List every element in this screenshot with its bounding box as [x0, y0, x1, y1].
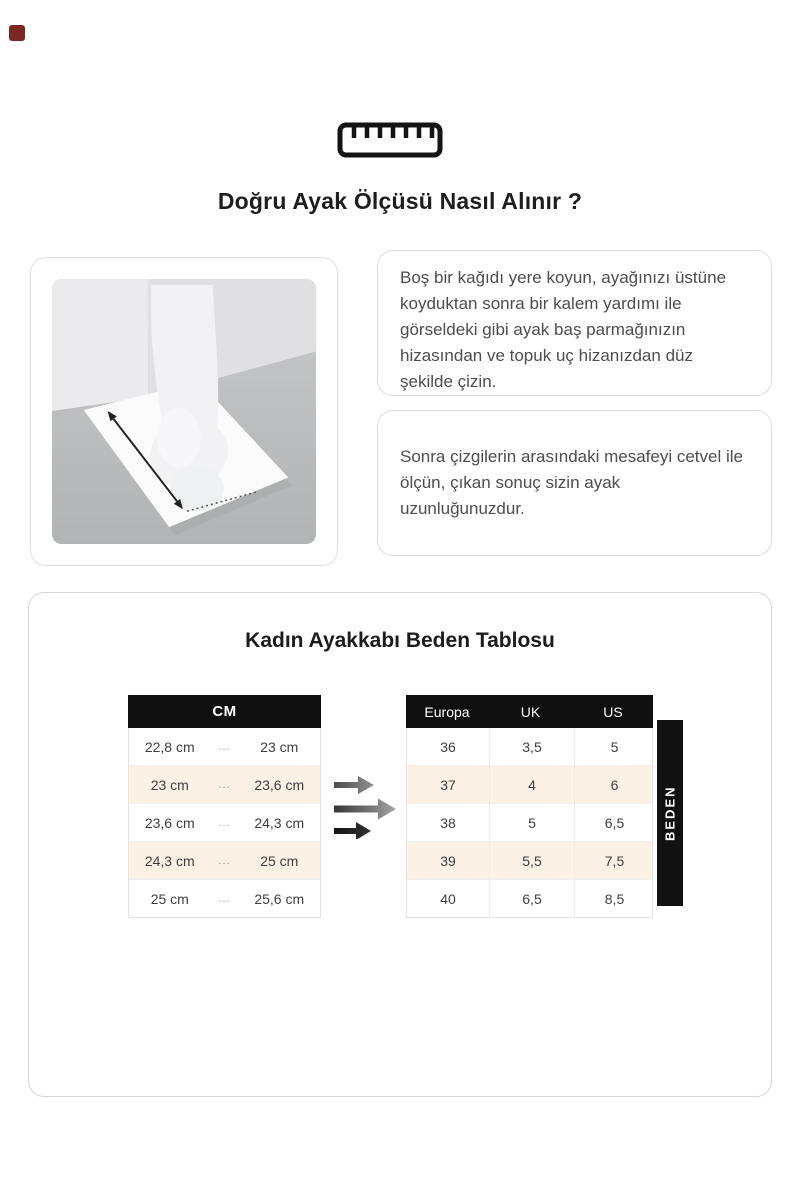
cm-range-to: 23,6 cm — [254, 776, 305, 793]
range-dots: ... — [218, 740, 231, 753]
cm-table — [128, 695, 321, 918]
size-table-header-cell: Europa — [424, 703, 470, 720]
size-table-cell: 40 — [440, 890, 456, 907]
cm-table-row — [129, 841, 320, 879]
cm-range-to: 23 cm — [260, 738, 299, 755]
range-dots: ... — [218, 816, 231, 829]
size-table — [406, 695, 653, 918]
cm-table-row — [129, 879, 320, 917]
measurement-photo-card — [30, 257, 338, 566]
cm-range-from: 23 cm — [150, 776, 189, 793]
cm-table-header: CM — [128, 695, 321, 728]
size-table-row — [407, 765, 652, 803]
cm-range-to: 25,6 cm — [254, 890, 305, 907]
foot-measurement-photo — [52, 279, 316, 544]
size-table-title: Kadın Ayakkabı Beden Tablosu — [245, 629, 555, 652]
size-table-cell: 36 — [440, 738, 456, 755]
cm-range-from: 24,3 cm — [144, 852, 195, 869]
size-table-cell: 4 — [489, 766, 574, 803]
size-table-header — [406, 695, 653, 728]
instruction-step-2-text: Sonra çizgilerin arasındaki mesafeyi cetvel ile ölçün, çıkan sonuç sizin ayak uzunluğunuzdur. — [400, 447, 743, 518]
cm-table-row — [129, 765, 320, 803]
size-table-body — [407, 728, 652, 917]
ruler-icon — [337, 122, 443, 158]
conversion-arrows-icon — [332, 771, 404, 839]
cm-table-row — [129, 803, 320, 841]
instruction-step-2-card — [377, 410, 772, 556]
size-table-cell: 5,5 — [489, 842, 574, 879]
size-table-cell: 39 — [440, 852, 456, 869]
size-table-row — [407, 803, 652, 841]
range-dots: ... — [218, 892, 231, 905]
instruction-step-1-text: Boş bir kağıdı yere koyun, ayağınızı üstüne koyduktan sonra bir kalem yardımı ile görseldeki gibi ayak baş parmağınızın hizasından ve topuk uç hizanızdan düz şekilde çizin. — [400, 268, 727, 391]
page-title: Doğru Ayak Ölçüsü Nasıl Alınır ? — [217, 188, 583, 214]
size-table-cell: 6 — [574, 766, 654, 803]
size-table-cell: 5 — [489, 804, 574, 841]
cm-range-to: 25 cm — [260, 852, 299, 869]
size-table-cell: 37 — [440, 776, 456, 793]
size-table-cell: 6,5 — [489, 880, 574, 917]
size-table-section — [28, 592, 772, 1097]
size-table-row — [407, 841, 652, 879]
cm-range-to: 24,3 cm — [254, 814, 305, 831]
range-dots: ... — [218, 854, 231, 867]
size-table-cell: 5 — [574, 728, 654, 765]
corner-mark — [9, 25, 25, 41]
size-table-cell: 38 — [440, 814, 456, 831]
range-dots: ... — [218, 778, 231, 791]
size-table-cell: 8,5 — [574, 880, 654, 917]
size-table-cell: 7,5 — [574, 842, 654, 879]
cm-table-row — [129, 728, 320, 765]
instruction-step-1-card — [377, 250, 772, 396]
size-table-cell: 3,5 — [489, 728, 574, 765]
cm-range-from: 22,8 cm — [144, 738, 195, 755]
cm-range-from: 25 cm — [150, 890, 189, 907]
cm-table-body — [129, 728, 320, 917]
size-table-header-cell: US — [603, 703, 623, 720]
cm-range-from: 23,6 cm — [144, 814, 195, 831]
beden-side-label: BEDEN — [657, 720, 683, 906]
size-table-header-cell: UK — [520, 703, 541, 720]
size-table-row — [407, 879, 652, 917]
size-table-row — [407, 728, 652, 765]
size-table-cell: 6,5 — [574, 804, 654, 841]
